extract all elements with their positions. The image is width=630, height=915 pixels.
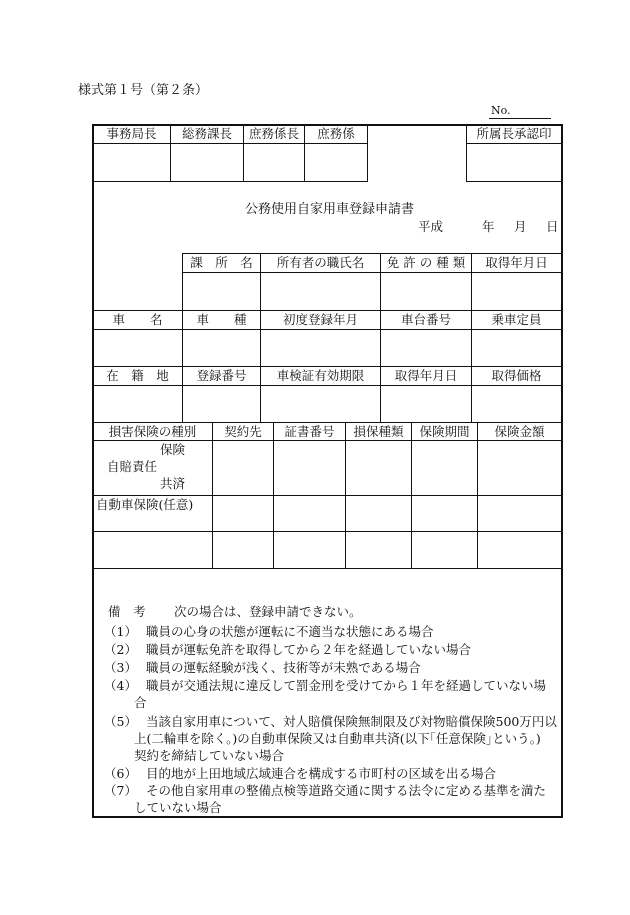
number-label: No.: [491, 104, 511, 117]
insurance-header-amount: 保険金額: [494, 424, 545, 439]
remarks-title: 備 考: [108, 604, 146, 619]
form-number: 様式第１号（第２条）: [78, 83, 209, 98]
remark-4-text: 職員が交通法規に違反して罰金刑を受けてから１年を経過していない場: [146, 678, 547, 693]
remark-3-text: 職員の運転経験が浅く、技術等が未熟である場合: [146, 660, 421, 675]
remark-5-text-cont-2: 契約を締結していない場合: [134, 748, 285, 763]
remark-1-number: （1）: [104, 624, 137, 639]
remark-4-text-cont: 合: [134, 695, 147, 710]
page-title: 公務使用自家用車登録申請書: [245, 202, 415, 217]
date-day: 日: [546, 219, 559, 234]
remark-5-number: （5）: [104, 714, 137, 729]
insurance-header-certificate: 証書番号: [284, 424, 335, 439]
registration-header-location: 在 籍 地: [106, 368, 169, 383]
registration-header-inspection: 車検証有効期限: [276, 368, 365, 383]
frame-bottom: [92, 816, 563, 818]
insurance-header-type: 損保種類: [353, 424, 404, 439]
approval-cell-general-manager: 総務課長: [181, 126, 232, 141]
jibaiseki-label: 自賠責任: [107, 459, 158, 474]
vehicle-header-capacity: 乗車定員: [491, 312, 542, 327]
owner-header-name: 所有者の職氏名: [276, 255, 365, 270]
remark-5-text: 当該自家用車について、対人賠償保険無制限及び対物賠償保険500万円以: [146, 714, 557, 729]
jibaiseki-hoken: 保険: [160, 442, 186, 457]
frame-left: [92, 124, 94, 818]
remark-2-text: 職員が運転免許を取得してから２年を経過していない場合: [146, 642, 472, 657]
approval-cell-section: 庶務係: [317, 126, 355, 141]
remark-6-number: （6）: [104, 766, 137, 781]
approval-cell-section-chief: 庶務係長: [248, 126, 299, 141]
approval-cell-director: 事務局長: [106, 126, 157, 141]
insurance-header-kind: 損害保険の種別: [108, 424, 197, 439]
remark-7-number: （7）: [104, 783, 137, 798]
remarks-intro: 次の場合は、登録申請できない。: [174, 604, 362, 619]
owner-header-acquired: 取得年月日: [485, 255, 548, 270]
vehicle-header-chassis: 車台番号: [400, 312, 451, 327]
date-year: 年: [482, 219, 495, 234]
voluntary-insurance-label: 自動車保険(任意): [96, 497, 194, 512]
remark-2-number: （2）: [104, 642, 137, 657]
insurance-header-period: 保険期間: [419, 424, 470, 439]
vehicle-header-name: 車 名: [112, 312, 163, 327]
owner-header-license: 免 許 の 種 類: [386, 255, 466, 270]
registration-header-acquired: 取得年月日: [394, 368, 458, 383]
date-era: 平成: [418, 219, 444, 234]
registration-header-price: 取得価格: [491, 368, 542, 383]
vehicle-header-type: 車 種: [196, 312, 247, 327]
vehicle-header-first-registration: 初度登録年月: [282, 312, 358, 327]
frame-right: [561, 124, 563, 818]
registration-header-number: 登録番号: [196, 368, 247, 383]
insurance-header-contractor: 契約先: [224, 424, 262, 439]
jibaiseki-kyosai: 共済: [160, 476, 186, 491]
approval-seal-label: 所属長承認印: [476, 126, 552, 141]
remark-3-number: （3）: [104, 660, 137, 675]
remark-7-text-cont: していない場合: [134, 800, 222, 815]
remark-5-text-cont-1: 上(二輪車を除く。)の自動車保険又は自動車共済(以下｢任意保険｣という。): [134, 731, 541, 746]
date-month: 月: [514, 219, 527, 234]
remark-6-text: 目的地が上田地域広域連合を構成する市町村の区域を出る場合: [146, 766, 497, 781]
remark-4-number: （4）: [104, 678, 137, 693]
remark-1-text: 職員の心身の状態が運転に不適当な状態にある場合: [146, 624, 434, 639]
number-underline: [489, 118, 551, 119]
remark-7-text: その他自家用車の整備点検等道路交通に関する法令に定める基準を満た: [146, 783, 547, 798]
owner-header-department: 課 所 名: [190, 255, 253, 270]
